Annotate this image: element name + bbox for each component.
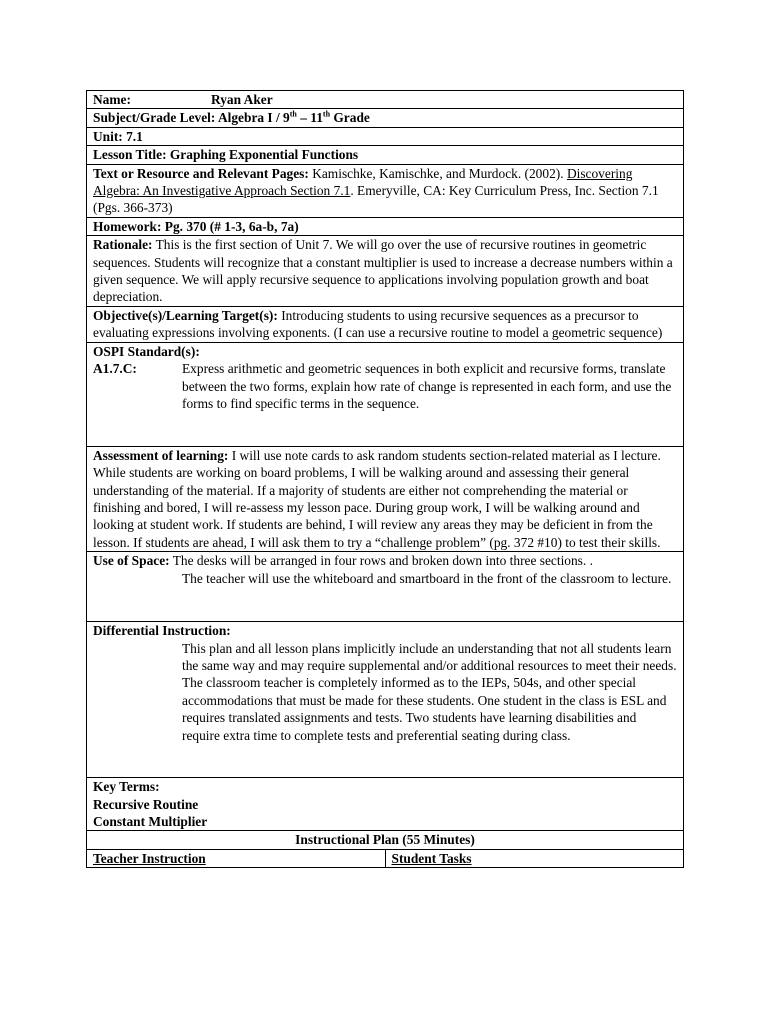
rationale-label: Rationale: [93, 237, 153, 253]
name-value: Ryan Aker [211, 92, 273, 107]
lesson-plan-table [86, 90, 684, 868]
student-tasks-header: Student Tasks [385, 849, 684, 867]
objective-label: Objective(s)/Learning Target(s): [93, 307, 278, 323]
key-terms-row [87, 778, 684, 831]
ospi-label: OSPI Standard(s): [93, 343, 200, 359]
text-resource-book-title: Discovering Algebra: An Investigative Approach Section 7.1 [93, 165, 633, 199]
homework-label: Homework: Pg. 370 (# 1-3, 6a-b, 7a) [87, 217, 684, 235]
rationale-row [87, 236, 684, 307]
unit-label: Unit: 7.1 [87, 127, 684, 145]
rationale-text: This is the first section of Unit 7. We will go over the use of recursive routines in geometric sequences. Students will recognize that a constant multiplier is used to increase a decrease numbers within a given sequence. We will apply recursive sequence to applications involving population growth and boat depreciation. [93, 237, 673, 305]
instructional-plan-row [87, 831, 684, 849]
assessment-label: Assessment of learning: [93, 447, 229, 463]
teacher-instruction-header: Teacher Instruction [87, 849, 386, 867]
subject-sup-2: th [322, 109, 331, 119]
differential-row [87, 622, 684, 778]
subject-sup-1: th [289, 109, 297, 119]
use-of-space-line1: The desks will be arranged in four rows and broken down into three sections. . [169, 553, 593, 569]
columns-header-row [87, 849, 684, 867]
lesson-title: Lesson Title: Graphing Exponential Functions [87, 146, 684, 164]
key-terms-label: Key Terms: [93, 779, 160, 795]
subject-mid: – 11 [296, 110, 323, 126]
subject-row [87, 109, 684, 127]
text-resource-label: Text or Resource and Relevant Pages: [93, 165, 309, 181]
text-resource-publisher: . Emeryville, CA: Key Curriculum Press, Inc. Section 7.1 (Pgs. 366-373) [93, 183, 659, 216]
text-resource-authors: Kamischke, Kamischke, and Murdock. (2002). [308, 165, 564, 181]
instructional-plan-label: Instructional Plan (55 Minutes) [87, 831, 684, 849]
differential-text: This plan and all lesson plans implicitly include an understanding that not all students learn the same way and may require supplemental and/or additional resources to meet their needs. The classroom teacher is completely informed as to the IEPs, 504s, and other special accommodations that must be made for these students. One student in the class is ESL and requires translated assignments and tests. Two students have learning disabilities and require extra time to complete tests and preferential seating during class. [182, 640, 677, 743]
ospi-code: A1.7.C: [93, 361, 137, 377]
ospi-row [87, 342, 684, 446]
text-resource-row [87, 164, 684, 217]
subject-suffix: Grade [330, 110, 370, 126]
key-term-item: Recursive Routine [93, 796, 199, 812]
assessment-text: I will use note cards to ask random students section-related material as I lecture. While students are working on board problems, I will be walking around and assessing their general understanding of the material. If a majority of students are either not comprehending the material or finishing and bored, I will re-assess my lesson pace. During group work, I will be walking around and looking at student work. If students are behind, I will review any areas they may be deficient in from the lesson. If students are ahead, I will ask them to try a “challenge problem” (pg. 372 #10) to test their skills. [93, 447, 661, 550]
ospi-text: Express arithmetic and geometric sequences in both explicit and recursive forms, translate between the two forms, explain how rate of change is represented in each form, and use the forms to find specific terms in the sequence. [182, 361, 672, 411]
objective-row [87, 306, 684, 342]
name-row [87, 91, 684, 109]
assessment-row [87, 446, 684, 551]
use-of-space-row [87, 552, 684, 622]
differential-label: Differential Instruction: [93, 623, 231, 639]
key-term-item: Constant Multiplier [93, 813, 208, 829]
homework-row [87, 217, 684, 235]
lesson-plan-page [86, 90, 684, 868]
use-of-space-line2: The teacher will use the whiteboard and smartboard in the front of the classroom to lecture. [182, 570, 672, 586]
name-label: Name: [93, 92, 131, 107]
unit-row [87, 127, 684, 145]
use-of-space-label: Use of Space: [93, 553, 170, 569]
lesson-title-row [87, 146, 684, 164]
subject-label: Subject/Grade Level: Algebra I / 9 [93, 110, 290, 126]
objective-text: Introducing students to using recursive sequences as a precursor to evaluating expressions involving exponents. (I can use a recursive routine to model a geometric sequence) [93, 307, 663, 341]
